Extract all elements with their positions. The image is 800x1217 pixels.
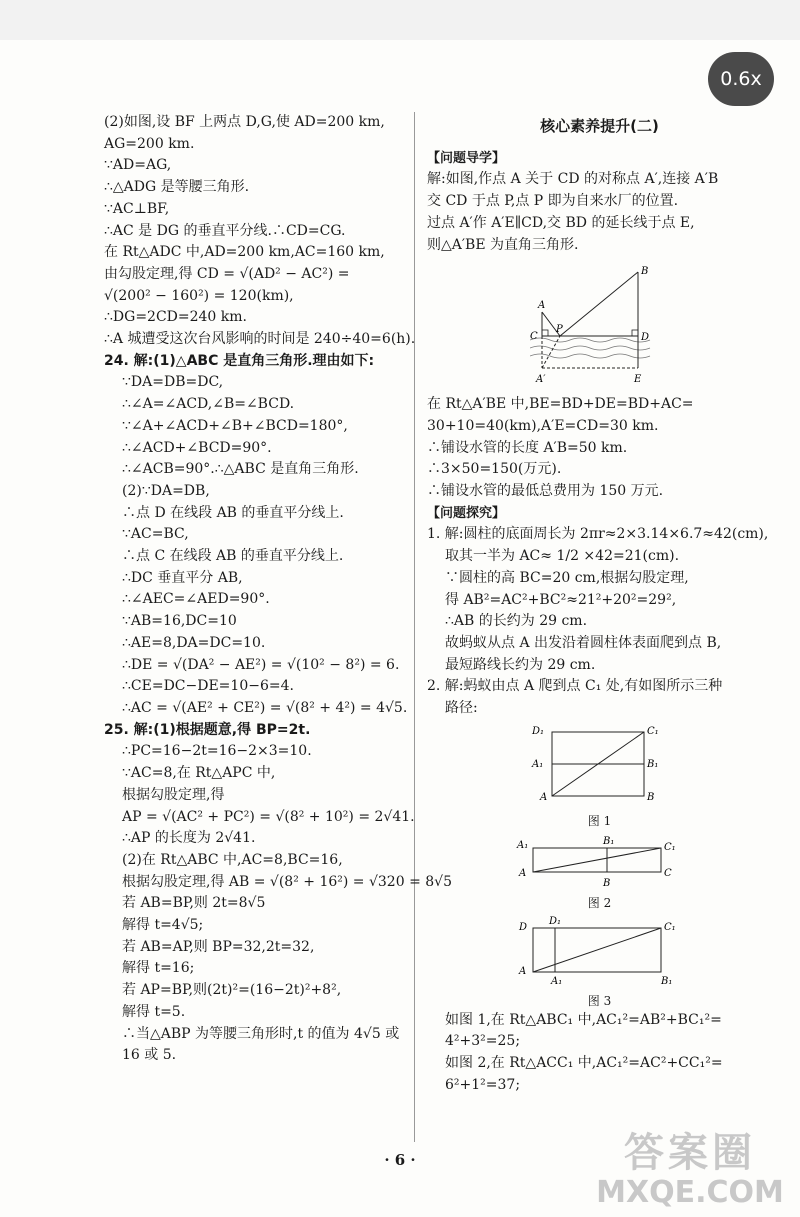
text-line: 16 或 5. — [122, 1047, 177, 1064]
text-line: 解:如图,作点 A 关于 CD 的对称点 A′,连接 A′B — [427, 171, 719, 188]
text-line: 取其一半为 AC≈ 1/2 ×42=21(cm). — [445, 548, 680, 565]
text-line: (2)如图,设 BF 上两点 D,G,使 AD=200 km, — [104, 114, 385, 130]
text-line: (2)在 Rt△ABC 中,AC=8,BC=16, — [122, 851, 343, 868]
text-line: 若 AB=AP,则 BP=32,2t=32, — [122, 938, 315, 955]
watermark-logo — [590, 1130, 790, 1210]
label-a: A — [518, 867, 526, 879]
label-c1: C₁ — [646, 725, 659, 737]
tag-problem-explore: 【问题探究】 — [427, 505, 506, 521]
page-number: · 6 · — [384, 1151, 416, 1169]
text-line: ∴∠ACB=90°.∴△ABC 是直角三角形. — [122, 461, 359, 478]
question-25-heading: 25. 解:(1)根据题意,得 BP=2t. — [104, 721, 311, 738]
text-line: 在 Rt△A′BE 中,BE=BD+DE=BD+AC= — [427, 396, 694, 413]
label-a: A — [518, 965, 526, 977]
label-b1: B₁ — [646, 758, 658, 770]
text-line: 如图 2,在 Rt△ACC₁ 中,AC₁²=AC²+CC₁²= — [445, 1055, 723, 1072]
figure-3-caption: 图 3 — [587, 993, 612, 1008]
question-24-heading: 24. 解:(1)△ABC 是直角三角形.理由如下: — [104, 352, 375, 369]
text-line: ∴∠AEC=∠AED=90°. — [122, 591, 270, 608]
right-column — [427, 112, 772, 1097]
text-line: 得 AB²=AC²+BC²≈21²+20²=29², — [445, 591, 677, 608]
text-line: 根据勾股定理,得 AB = √(8² + 16²) = √320 = 8√5 — [122, 873, 452, 890]
text-line: 交 CD 于点 P,点 P 即为自来水厂的位置. — [427, 193, 679, 210]
text-line: ∵AC=BC, — [122, 526, 189, 543]
label-b: B — [640, 266, 648, 278]
label-a-prime: A′ — [535, 374, 545, 386]
text-line: 解得 t=4√5; — [122, 917, 204, 934]
text-line: 如图 1,在 Rt△ABC₁ 中,AC₁²=AB²+BC₁²= — [445, 1011, 722, 1028]
water-plant-figure — [530, 260, 670, 390]
text-line: ∴铺设水管的长度 A′B=50 km. — [427, 439, 628, 456]
text-line: 则△A′BE 为直角三角形. — [427, 236, 579, 253]
label-b1: B₁ — [660, 975, 672, 987]
column-divider — [414, 112, 415, 1142]
text-line: 6²+1²=37; — [445, 1076, 521, 1093]
text-line: ∵∠A+∠ACD+∠B+∠BCD=180°, — [122, 417, 348, 434]
text-line: ∴AP 的长度为 2√41. — [122, 830, 256, 847]
text-line: 路径: — [445, 700, 478, 717]
text-line: ∴∠A=∠ACD,∠B=∠BCD. — [122, 396, 295, 413]
watermark-text: 答案圈 — [624, 1130, 756, 1176]
figure-1-caption: 图 1 — [587, 813, 612, 828]
label-a1: A₁ — [531, 758, 543, 770]
text-line: 最短路线长约为 29 cm. — [445, 656, 596, 673]
text-line: ∴DG=2CD=240 km. — [104, 309, 248, 326]
text-line: ∵DA=DB=DC, — [122, 374, 224, 391]
text-line: ∴∠ACD+∠BCD=90°. — [122, 439, 272, 456]
label-c1: C₁ — [663, 841, 676, 853]
label-d1: D₁ — [531, 725, 544, 737]
text-line: ∴点 D 在线段 AB 的垂直平分线上. — [122, 504, 344, 521]
label-c: C — [529, 331, 538, 343]
playback-speed-badge[interactable]: 0.6x — [708, 52, 774, 106]
text-line: ∴3×50=150(万元). — [427, 461, 562, 478]
text-line: 在 Rt△ADC 中,AD=200 km,AC=160 km, — [104, 244, 385, 261]
section-title: 核心素养提升(二) — [540, 117, 659, 135]
label-d: D — [640, 332, 649, 344]
text-line: ∵AD=AG, — [104, 157, 172, 174]
text-line: (2)∵DA=DB, — [122, 482, 210, 499]
text-line: 2. 解:蚂蚁由点 A 爬到点 C₁ 处,有如图所示三种 — [427, 678, 723, 695]
text-line: ∵AC=8,在 Rt△APC 中, — [122, 765, 276, 782]
figure-2-caption: 图 2 — [587, 895, 612, 910]
text-line: 故蚂蚁从点 A 出发沿着圆柱体表面爬到点 B, — [445, 634, 722, 651]
label-d: D — [518, 921, 527, 933]
label-c1: C₁ — [663, 921, 676, 933]
text-line: 1. 解:圆柱的底面周长为 2πr≈2×3.14×6.7≈42(cm), — [427, 526, 769, 543]
left-column — [104, 112, 452, 1067]
text-line: ∵圆柱的高 BC=20 cm,根据勾股定理, — [445, 569, 689, 586]
text-line: 4²+3²=25; — [445, 1033, 521, 1050]
text-line: ∴PC=16−2t=16−2×3=10. — [122, 743, 312, 760]
watermark-url: MXQE.COM — [596, 1175, 784, 1210]
text-line: ∴△ADG 是等腰三角形. — [104, 179, 250, 196]
text-line: ∴AE=8,DA=DC=10. — [122, 634, 266, 651]
text-line: ∴DE = √(DA² − AE²) = √(10² − 8²) = 6. — [122, 656, 400, 673]
text-line: ∵AB=16,DC=10 — [122, 613, 237, 630]
text-line: 根据勾股定理,得 — [122, 786, 225, 803]
text-line: ∴DC 垂直平分 AB, — [122, 569, 243, 586]
text-line: ∴当△ABP 为等腰三角形时,t 的值为 4√5 或 — [122, 1025, 400, 1042]
label-e: E — [633, 374, 641, 386]
text-line: ∵AC⊥BF, — [104, 200, 170, 217]
text-line: 30+10=40(km),A′E=CD=30 km. — [427, 417, 659, 434]
label-c: C — [663, 867, 672, 879]
path-figure-2 — [515, 834, 685, 890]
text-line: 过点 A′作 A′E∥CD,交 BD 的延长线于点 E, — [427, 214, 695, 231]
text-line: ∴CE=DC−DE=10−6=4. — [122, 678, 294, 695]
label-b: B — [602, 877, 610, 889]
text-line: AG=200 km. — [104, 135, 195, 152]
text-line: ∴AC 是 DG 的垂直平分线.∴CD=CG. — [104, 222, 346, 239]
text-line: AP = √(AC² + PC²) = √(8² + 10²) = 2√41. — [122, 808, 415, 825]
label-b1: B₁ — [602, 835, 614, 847]
text-line: ∴AB 的长约为 29 cm. — [445, 613, 588, 630]
text-line: ∴A 城遭受这次台风影响的时间是 240÷40=6(h). — [104, 331, 416, 348]
label-d1: D₁ — [548, 915, 561, 927]
label-a1: A₁ — [516, 839, 528, 851]
label-a1: A₁ — [550, 975, 562, 987]
label-b: B — [646, 791, 654, 803]
label-p: P — [555, 324, 563, 336]
text-line: ∴AC = √(AE² + CE²) = √(8² + 4²) = 4√5. — [122, 699, 408, 716]
path-figure-3 — [515, 916, 685, 988]
text-line: 解得 t=16; — [122, 960, 195, 977]
text-line: ∴铺设水管的最低总费用为 150 万元. — [427, 483, 664, 500]
label-a: A — [539, 791, 547, 803]
text-line: 若 AB=BP,则 2t=8√5 — [122, 895, 266, 912]
tag-problem-guide: 【问题导学】 — [427, 150, 506, 166]
text-line: √(200² − 160²) = 120(km), — [104, 287, 294, 304]
text-line: 由勾股定理,得 CD = √(AD² − AC²) = — [104, 265, 350, 282]
text-line: 解得 t=5. — [122, 1003, 186, 1020]
text-line: 若 AP=BP,则(2t)²=(16−2t)²+8², — [122, 982, 342, 999]
label-a: A — [537, 300, 545, 312]
path-figure-1 — [530, 724, 670, 808]
text-line: ∴点 C 在线段 AB 的垂直平分线上. — [122, 548, 344, 565]
